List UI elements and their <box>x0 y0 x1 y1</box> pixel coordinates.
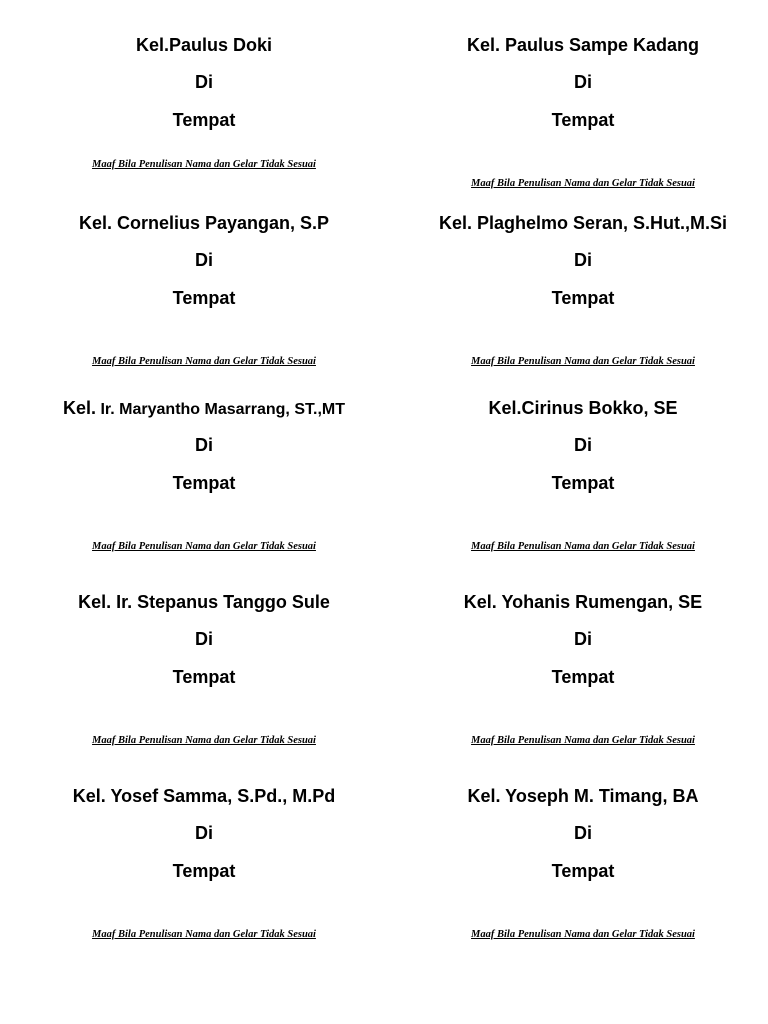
recipient-name <box>12 397 396 421</box>
recipient-name: Kel. Yohanis Rumengan, SE <box>463 592 703 612</box>
recipient-name: Kel.Paulus Doki <box>135 35 273 55</box>
apology-note: Maaf Bila Penulisan Nama dan Gelar Tidak Sesuai <box>471 929 695 940</box>
tempat-line: Tempat <box>172 667 236 687</box>
tempat-line: Tempat <box>172 288 236 308</box>
apology-note: Maaf Bila Penulisan Nama dan Gelar Tidak Sesuai <box>92 159 316 170</box>
tempat-line: Tempat <box>551 288 615 308</box>
apology-note: Maaf Bila Penulisan Nama dan Gelar Tidak Sesuai <box>471 356 695 367</box>
di-line: Di <box>574 435 592 455</box>
di-line: Di <box>195 629 213 649</box>
di-line: Di <box>574 629 592 649</box>
apology-note: Maaf Bila Penulisan Nama dan Gelar Tidak Sesuai <box>92 356 316 367</box>
tempat-line: Tempat <box>172 110 236 130</box>
recipient-name: Kel. Plaghelmo Seran, S.Hut.,M.Si <box>438 213 728 233</box>
apology-note: Maaf Bila Penulisan Nama dan Gelar Tidak Sesuai <box>471 178 695 189</box>
recipient-name-rest: Ir. Maryantho Masarrang, ST.,MT <box>100 401 345 418</box>
apology-note: Maaf Bila Penulisan Nama dan Gelar Tidak Sesuai <box>92 541 316 552</box>
recipient-name: Kel. Yosef Samma, S.Pd., M.Pd <box>72 786 336 806</box>
apology-note: Maaf Bila Penulisan Nama dan Gelar Tidak Sesuai <box>471 541 695 552</box>
tempat-line: Tempat <box>172 861 236 881</box>
apology-note: Maaf Bila Penulisan Nama dan Gelar Tidak Sesuai <box>92 929 316 940</box>
tempat-line: Tempat <box>172 473 236 493</box>
di-line: Di <box>574 250 592 270</box>
recipient-name-prefix: Kel. <box>63 398 97 418</box>
tempat-line: Tempat <box>551 473 615 493</box>
di-line: Di <box>574 72 592 92</box>
tempat-line: Tempat <box>551 110 615 130</box>
di-line: Di <box>574 823 592 843</box>
tempat-line: Tempat <box>551 861 615 881</box>
di-line: Di <box>195 435 213 455</box>
recipient-name: Kel. Ir. Stepanus Tanggo Sule <box>78 592 330 612</box>
di-line: Di <box>195 250 213 270</box>
apology-note: Maaf Bila Penulisan Nama dan Gelar Tidak Sesuai <box>471 735 695 746</box>
di-line: Di <box>195 72 213 92</box>
recipient-name: Kel. Cornelius Payangan, S.P <box>78 213 330 233</box>
di-line: Di <box>195 823 213 843</box>
recipient-name: Kel. Yoseph M. Timang, BA <box>467 786 699 806</box>
apology-note: Maaf Bila Penulisan Nama dan Gelar Tidak Sesuai <box>92 735 316 746</box>
recipient-name: Kel.Cirinus Bokko, SE <box>488 398 678 418</box>
recipient-name: Kel. Paulus Sampe Kadang <box>466 35 700 55</box>
tempat-line: Tempat <box>551 667 615 687</box>
